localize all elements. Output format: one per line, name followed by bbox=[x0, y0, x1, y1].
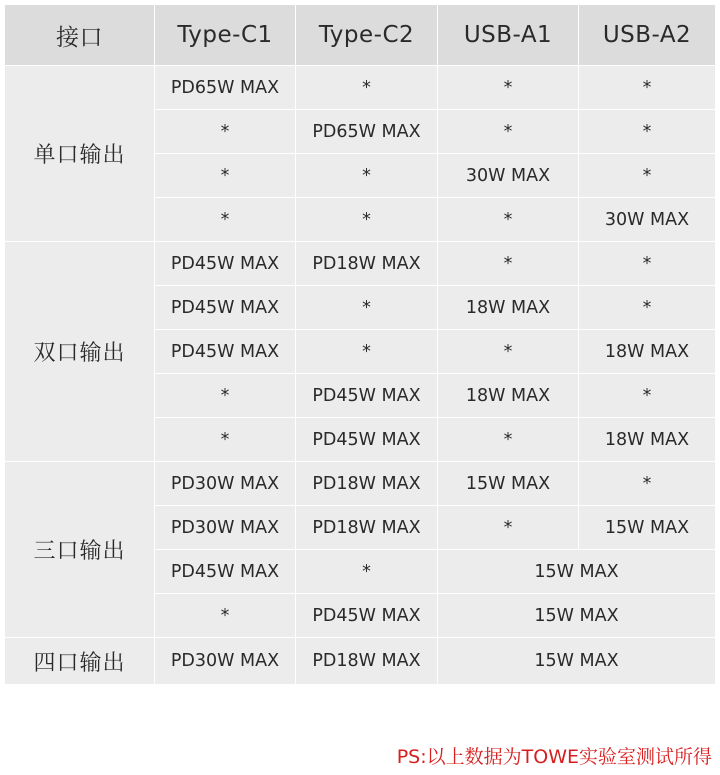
table-cell: PD45W MAX bbox=[155, 286, 296, 330]
table-cell: * bbox=[296, 550, 438, 594]
group-label: 四口输出 bbox=[5, 638, 155, 685]
table-cell: PD18W MAX bbox=[296, 506, 438, 550]
table-row bbox=[5, 242, 716, 286]
table-cell: * bbox=[438, 418, 579, 462]
table-cell: * bbox=[438, 506, 579, 550]
table-cell: PD45W MAX bbox=[296, 594, 438, 638]
table-cell: PD30W MAX bbox=[155, 638, 296, 685]
table-cell: PD45W MAX bbox=[155, 330, 296, 374]
table-cell: * bbox=[438, 66, 579, 110]
table-cell: * bbox=[579, 286, 716, 330]
table-cell-merged: 15W MAX bbox=[438, 594, 716, 638]
table-cell: 30W MAX bbox=[438, 154, 579, 198]
table-cell: PD18W MAX bbox=[296, 242, 438, 286]
table-cell: * bbox=[438, 330, 579, 374]
group-label: 双口输出 bbox=[5, 242, 155, 462]
table-cell: * bbox=[579, 110, 716, 154]
table-cell: PD18W MAX bbox=[296, 462, 438, 506]
table-cell-merged: 15W MAX bbox=[438, 550, 716, 594]
table-cell: 18W MAX bbox=[438, 286, 579, 330]
table-cell: * bbox=[579, 374, 716, 418]
table-cell: PD45W MAX bbox=[155, 550, 296, 594]
table-cell: * bbox=[438, 110, 579, 154]
table-cell: * bbox=[579, 462, 716, 506]
table-cell: PD18W MAX bbox=[296, 638, 438, 685]
table-cell: * bbox=[155, 418, 296, 462]
table-cell: * bbox=[155, 374, 296, 418]
header-row bbox=[5, 5, 716, 66]
table-cell: PD65W MAX bbox=[296, 110, 438, 154]
table-cell: * bbox=[296, 154, 438, 198]
table-cell: * bbox=[296, 286, 438, 330]
table-cell: PD45W MAX bbox=[296, 374, 438, 418]
table-cell: PD30W MAX bbox=[155, 506, 296, 550]
table-cell: * bbox=[296, 198, 438, 242]
table-cell: * bbox=[296, 66, 438, 110]
table-cell: PD65W MAX bbox=[155, 66, 296, 110]
table-row bbox=[5, 638, 716, 685]
power-output-table bbox=[4, 4, 716, 685]
table-row bbox=[5, 66, 716, 110]
table-cell: 18W MAX bbox=[579, 330, 716, 374]
table-cell: 15W MAX bbox=[438, 462, 579, 506]
table-cell: * bbox=[296, 330, 438, 374]
table-cell: PD45W MAX bbox=[155, 242, 296, 286]
table-cell: * bbox=[155, 594, 296, 638]
table-cell: * bbox=[579, 66, 716, 110]
table-cell: * bbox=[579, 242, 716, 286]
table-cell: 15W MAX bbox=[579, 506, 716, 550]
header-usb-a1: USB-A1 bbox=[438, 5, 579, 66]
table-cell: * bbox=[155, 198, 296, 242]
table-cell: * bbox=[155, 110, 296, 154]
table-cell-merged: 15W MAX bbox=[438, 638, 716, 685]
header-type-c1: Type-C1 bbox=[155, 5, 296, 66]
table-cell: * bbox=[438, 198, 579, 242]
table-cell: PD45W MAX bbox=[296, 418, 438, 462]
footnote: PS:以上数据为TOWE实验室测试所得 bbox=[396, 746, 712, 768]
header-port: 接口 bbox=[5, 5, 155, 66]
header-type-c2: Type-C2 bbox=[296, 5, 438, 66]
group-label: 单口输出 bbox=[5, 66, 155, 242]
table-cell: PD30W MAX bbox=[155, 462, 296, 506]
header-usb-a2: USB-A2 bbox=[579, 5, 716, 66]
table-cell: 30W MAX bbox=[579, 198, 716, 242]
table-cell: * bbox=[579, 154, 716, 198]
table-row bbox=[5, 462, 716, 506]
table-cell: * bbox=[155, 154, 296, 198]
table-cell: 18W MAX bbox=[579, 418, 716, 462]
table-cell: * bbox=[438, 242, 579, 286]
group-label: 三口输出 bbox=[5, 462, 155, 638]
table-cell: 18W MAX bbox=[438, 374, 579, 418]
